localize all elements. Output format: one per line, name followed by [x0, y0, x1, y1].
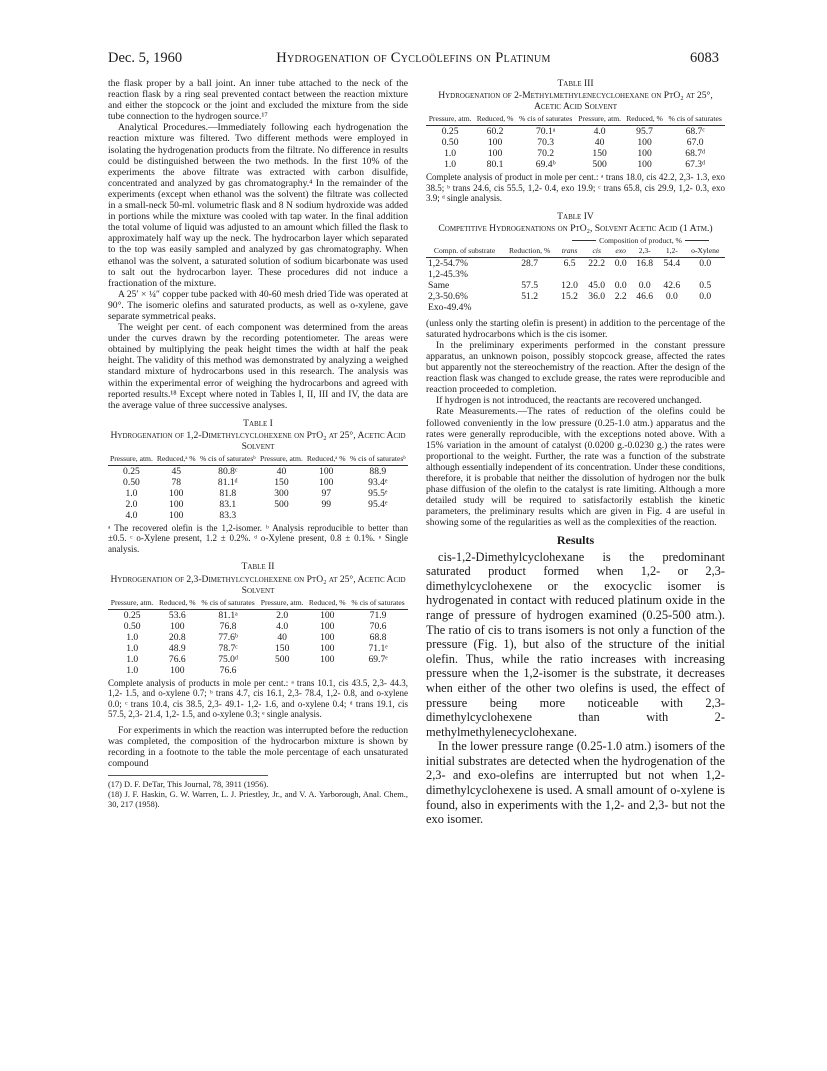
table-cell: 69.7ᵉ: [368, 653, 388, 665]
table-cell: 0.0: [665, 290, 678, 302]
table-cell: 150: [274, 642, 290, 654]
table-cell: 100: [169, 498, 184, 510]
table-cell: 0.25: [123, 465, 140, 477]
table-cell: 76.6: [219, 664, 237, 676]
table-4-body: [426, 257, 725, 313]
table-cell: 0.0: [699, 290, 712, 302]
table-cell: 100: [637, 137, 652, 149]
table-header-cell: 2,3-: [631, 247, 658, 258]
table-4: [426, 237, 725, 313]
table-cell: 1,2-45.3%: [428, 268, 468, 280]
results-heading: Results: [556, 533, 595, 548]
table-cell: 2.0: [276, 609, 289, 621]
table-cell: 28.7: [521, 257, 539, 269]
table-cell: 76.8: [219, 620, 237, 632]
table-1: [108, 455, 408, 521]
table-header-cell: Pressure, atm.: [426, 115, 474, 126]
table-cell: [631, 302, 658, 313]
table-cell: 40: [276, 465, 287, 477]
table-row: [108, 609, 408, 621]
table-1-caption: Table I: [243, 417, 273, 429]
table-cell: 95.7: [636, 126, 653, 138]
table-3-footnotes: Complete analysis of product in mole per cent.: ᵃ trans 18.0, cis 42.2, 2,3- 1.3, exo 38.5; ᵇ trans 24.6, cis 55.5, 1,2- 0.4, exo 19.9; ᶜ trans 65.8, cis 29.9, 1,2- 0.3, exo 3.9; ᵈ single analysis.: [426, 172, 725, 204]
table-cell: 150: [592, 148, 607, 160]
table-cell: [610, 302, 631, 313]
table-cell: 81.8: [219, 487, 237, 499]
table-row: [108, 488, 408, 499]
table-cell: 100: [169, 509, 184, 521]
reference-18: (18) J. F. Haskin, G. W. Warren, L. J. Priestley, Jr., and V. A. Yarborough, Anal. Chem., 30, 217 (1958).: [108, 789, 408, 809]
table-cell: 100: [170, 664, 185, 676]
running-header: [108, 50, 719, 70]
table-3-caption: Table III: [557, 78, 594, 89]
table-cell: 100: [320, 631, 335, 643]
table-4-caption: Table IV: [557, 210, 594, 222]
table-header-cell: Pressure, atm.: [258, 455, 305, 466]
table-row: [426, 269, 725, 280]
table-cell: 88.9: [369, 465, 387, 477]
table-cell: [258, 510, 305, 521]
table-cell: 40: [277, 631, 287, 643]
table-header-cell: exo: [610, 247, 631, 258]
table-header-cell: % cis of saturates: [348, 599, 408, 610]
table-3: [426, 115, 725, 170]
table-row: [108, 643, 408, 654]
table-cell: 4.0: [276, 620, 289, 632]
table-cell: 78: [171, 476, 182, 488]
table-cell: [583, 302, 610, 313]
table-cell: [258, 665, 306, 676]
table-header-cell: Pressure, atm.: [108, 599, 156, 610]
table-cell: 100: [320, 609, 335, 621]
paragraph: For experiments in which the reaction was interrupted before the reduction was completed, the composition of the hydrocarbon mixture is shown by recording in a footnote to the table the mole percentage of each unsaturated compound: [108, 724, 408, 769]
table-cell: 53.6: [168, 609, 186, 621]
table-2-footnotes: Complete analysis of products in mole per cent.: ᵃ trans 10.1, cis 43.5, 2,3- 44.3, 1,2- 1.5, and o-xylene 0.7; ᵇ trans 4.7, cis 16.1, 2,3- 78.4, 1,2- 0.8, and o-xylene 0.0; ᶜ trans 10.4, cis 38.5, 2,3- 49.1- 1,2- 1.6, and o-xylene 0.4; ᵈ trans 19.1, cis 57.5, 2,3- 21.4, 1,2- 1.5, and o-xylene 0.3; ᵉ single analysis.: [108, 677, 408, 719]
table-cell: 42.6: [663, 279, 681, 291]
table-1-footnotes: ᵃ The recovered olefin is the 1,2-isomer. ᵇ Analysis reproducible to better than ±0.5. ᶜ o-Xylene present, 1.2 ± 0.2%. ᵈ o-Xylene present, 0.8 ± 0.1%. ᵉ Single analysis.: [108, 522, 408, 554]
table-cell: 100: [320, 653, 335, 665]
table-row: [426, 257, 725, 269]
table-cell: 69.4ᵇ: [535, 159, 556, 171]
table-cell: [556, 269, 583, 280]
table-cell: [583, 269, 610, 280]
table-cell: 1.0: [125, 487, 138, 499]
table-header-cell: cis: [583, 247, 610, 258]
table-cell: 100: [637, 148, 652, 160]
table-cell: 99: [321, 498, 332, 510]
paragraph: The weight per cent. of each component was determined from the areas under the curves drawn by the recording potentiometer. The areas were obtained by multiplying the peak height times the width at half the peak height. The validity of this method was demonstrated by analyzing a weighed standard mixture of hydrocarbons used in this research. The analysis was within the experimental error of weighing the hydrocarbons and agreed with reported results.¹⁸ Except where noted in Tables I, II, III and IV, the data are the average value of three successive analyses.: [108, 322, 408, 411]
table-cell: 1.0: [444, 159, 457, 171]
table-cell: 300: [274, 487, 289, 499]
table-cell: 46.6: [636, 290, 654, 302]
table-3-body: [426, 126, 725, 171]
table-cell: 95.5ᵉ: [368, 487, 388, 499]
table-cell: [503, 269, 556, 280]
table-row: [108, 632, 408, 643]
table-cell: [631, 269, 658, 280]
table-cell: [610, 269, 631, 280]
table-header-cell: % cis of saturatesᵇ: [198, 455, 258, 466]
paragraph: If hydrogen is not introduced, the reactants are recovered unchanged.: [436, 395, 702, 407]
table-cell: 1.0: [126, 653, 139, 665]
table-cell: 75.0ᵈ: [218, 653, 238, 665]
table-cell: 0.0: [699, 257, 712, 269]
table-header-cell: o-Xylene: [685, 247, 725, 258]
table-cell: 70.6: [369, 620, 387, 632]
table-cell: 0.50: [123, 620, 141, 632]
table-cell: 45.0: [588, 279, 606, 291]
table-row: [108, 477, 408, 488]
table-cell: 83.1: [219, 498, 237, 510]
table-cell: [348, 665, 408, 676]
table-cell: 57.5: [521, 279, 539, 291]
table-header-cell: Pressure, atm.: [258, 599, 306, 610]
table-cell: 1.0: [126, 631, 139, 643]
table-header-cell: Reduction, %: [503, 247, 556, 258]
table-header-cell: % cis of saturatesᵇ: [348, 455, 408, 466]
table-cell: [306, 665, 348, 676]
table-cell: 67.3ᵈ: [685, 159, 706, 171]
paragraph: A 25′ × ¼″ copper tube packed with 40-60 mesh dried Tide was operated at 90°. The isomeric olefins and saturated products, as well as o-xylene, gave separate symmetrical peaks.: [108, 288, 408, 322]
table-cell: 100: [487, 148, 503, 160]
table-4-group-header: Composition of product, %: [556, 237, 725, 247]
header-page-number: 6083: [690, 50, 719, 66]
results-text: [426, 550, 725, 827]
table-cell: 20.8: [168, 631, 186, 643]
table-cell: 1.0: [126, 642, 139, 654]
table-cell: 15.2: [561, 290, 578, 302]
table-cell: 93.4ᵉ: [368, 476, 388, 488]
table-cell: 1,2-54.7%: [428, 257, 468, 269]
table-row: [108, 621, 408, 632]
table-cell: 16.8: [636, 257, 654, 269]
paragraph-analytical-procedures: Analytical Procedures.—Immediately following each hydrogenation the reaction mixture was filtered. Two different methods were employed in isolating the hydrogenation products from the filtrate. No difference in results could be distinguished between the two methods. In the first 10% of the experiments the above filtrate was extracted with carbon disulfide, concentrated and analyzed by gas chromatography.⁴ In the remainder of the experiments (except when ethanol was the solvent) the filtrate was collected in a small-neck 50-ml. volumetric flask and 8 N sodium hydroxide was added in portions while the mixture was cooled with tap water. In the final addition the total volume of liquid was adjusted to an amount which filled the flask to approximately half way up the neck. The hydrocarbon layer which separated to the top was easily sampled and analyzed by gas chromatography. When ethanol was the solvent, a saturated solution of sodium bicarbonate was used to salt out the hydrocarbon layer. These procedures did not induce a fractionation of the mixture.: [108, 122, 408, 289]
table-cell: 80.1: [486, 159, 504, 171]
table-cell: 0.0: [614, 257, 627, 269]
table-cell: 54.4: [663, 257, 681, 269]
paragraph: the flask proper by a ball joint. An inner tube attached to the neck of the reaction flask by a ring seal prevented contact between the reaction mixture and either the stopcock or the joint and excluded the mixture from the side tube connection to the hydrogen source.¹⁷: [108, 78, 408, 123]
table-cell: 81.1ᵃ: [218, 609, 238, 621]
table-cell: 71.9: [369, 609, 387, 621]
table-cell: 150: [274, 476, 289, 488]
table-cell: 95.4ᵉ: [368, 498, 388, 510]
table-cell: 0.0: [638, 279, 651, 291]
table-cell: 67.0: [686, 137, 704, 149]
table-3-title: Hydrogenation of 2-Methylmethylenecyclohexane on PtO₂ at 25°, Acetic Acid Solvent: [438, 90, 713, 113]
table-header-cell: Reduced, %: [624, 115, 666, 126]
table-cell: [348, 510, 408, 521]
table-header-cell: Pressure, atm.: [575, 115, 623, 126]
footnote-references: [108, 775, 408, 810]
table-header-cell: trans: [556, 247, 583, 258]
table-cell: 0.50: [123, 476, 140, 488]
table-header-cell: Reduced, %: [156, 599, 198, 610]
table-header-cell: Pressure, atm.: [108, 455, 155, 466]
table-cell: 12.0: [561, 279, 578, 291]
table-row: [108, 510, 408, 521]
reference-17: (17) D. F. DeTar, This Journal, 78, 3911 (1956).: [108, 779, 269, 789]
table-cell: 500: [274, 498, 289, 510]
table-cell: 22.2: [588, 257, 606, 269]
table-cell: 70.3: [537, 137, 555, 149]
header-title: Hydrogenation of Cycloölefins on Platinum: [276, 50, 551, 66]
table-2-title: Hydrogenation of 2,3-Dimethylcyclohexene on PtO₂ at 25°, Acetic Acid Solvent: [110, 573, 406, 596]
table-row: [108, 465, 408, 477]
table-cell: [685, 302, 725, 313]
table-cell: 48.9: [168, 642, 186, 654]
table-cell: 45: [171, 465, 182, 477]
table-cell: Exo-49.4%: [428, 301, 472, 313]
right-column: [426, 78, 725, 827]
table-1-body: [108, 465, 408, 521]
table-cell: 500: [274, 653, 290, 665]
table-cell: 0.50: [441, 137, 459, 149]
table-cell: 2.0: [125, 498, 138, 510]
table-cell: 2,3-50.6%: [428, 290, 468, 302]
table-cell: 100: [319, 465, 334, 477]
table-cell: [503, 302, 556, 313]
table-row: [426, 137, 725, 148]
table-cell: 4.0: [593, 126, 606, 138]
paragraph: In the preliminary experiments performed in the constant pressure apparatus, an unknown poison, possibly stopcock grease, affected the rates but apparently not the stereochemistry of the reaction. After the design of the reaction flask was changed to exclude grease, the rates were reproducible and reaction proceeded to completion.: [426, 339, 725, 396]
table-cell: 4.0: [125, 509, 138, 521]
table-cell: 81.1ᵈ: [217, 476, 238, 488]
table-header-cell: Compn. of substrate: [426, 247, 503, 258]
paragraph: (unless only the starting olefin is present) in addition to the percentage of the saturated hydrocarbons which is the cis isomer.: [426, 317, 725, 340]
table-cell: 100: [637, 159, 652, 171]
table-row: [108, 654, 408, 665]
table-cell: 2.2: [614, 290, 627, 302]
table-header-cell: Reduced,ᵃ %: [155, 455, 198, 466]
table-cell: 40: [594, 137, 605, 149]
paragraph-rate-measurements: Rate Measurements.—The rates of reduction of the olefins could be followed conveniently in the low pressure (0.25-1.0 atm.) apparatus and the rates were generally reproducible, with the exceptions noted above. With a 15% variation in the amount of catalyst (0.0200 g.-0.0230 g.) the rates were proportional to the weight. Further, the rate was a function of the substrate although essentially independent of its concentration. Under these conditions, therefore, it is probable that neither the dissolution of hydrogen nor the bulk phase diffusion of the olefin to the catalyst is rate limiting. Although a more detailed study will be required to satisfactorily establish the kinetic parameters, the preliminary results which are given in Fig. 4 are useful in showing some of the regularities as well as the complexities of the reaction.: [426, 406, 725, 529]
table-cell: 70.2: [537, 148, 555, 160]
table-header-cell: % cis of saturates: [665, 115, 725, 126]
paragraph: In the lower pressure range (0.25-1.0 atm.) isomers of the initial substrates are detected when the hydrogenation of the 2,3- and exo-olefins are interrupted but not when 1,2-dimethylcyclohexene is used. A small amount of o-xylene is found, also in experiments with the 1,2- and 2,3- but not the exo isomer.: [426, 739, 725, 827]
table-cell: 6.5: [563, 257, 576, 269]
table-cell: 100: [320, 620, 335, 632]
table-1-title: Hydrogenation of 1,2-Dimethylcyclohexene on PtO₂ at 25°, Acetic Acid Solvent: [110, 429, 406, 452]
table-cell: 68.7ᶜ: [685, 126, 705, 138]
table-cell: 78.7ᶜ: [218, 642, 238, 654]
table-header-cell: 1,2-: [658, 247, 685, 258]
table-2-caption: Table II: [241, 561, 275, 573]
table-cell: [685, 269, 725, 280]
table-cell: 51.2: [521, 290, 539, 302]
table-2-body: [108, 609, 408, 676]
table-row: [426, 291, 725, 302]
table-cell: 500: [592, 159, 607, 171]
table-cell: 60.2: [486, 126, 504, 138]
table-cell: 77.6ᵇ: [218, 631, 238, 643]
table-cell: 76.6: [168, 653, 186, 665]
table-cell: 1.0: [126, 664, 139, 676]
table-cell: 68.8: [369, 631, 387, 643]
table-cell: 83.3: [219, 509, 237, 521]
table-row: [108, 499, 408, 510]
table-cell: 36.0: [588, 290, 606, 302]
left-column: [108, 78, 408, 810]
table-header-cell: Reduced, %: [306, 599, 348, 610]
table-row: [426, 280, 725, 291]
table-header-cell: Reduced, %: [474, 115, 516, 126]
table-cell: [658, 302, 685, 313]
table-2: [108, 599, 408, 676]
table-cell: 97: [321, 487, 332, 499]
table-cell: 100: [319, 476, 334, 488]
table-row: [426, 159, 725, 170]
table-cell: [305, 510, 348, 521]
table-4-title: Competitive Hydrogenations on PtO₂, Solvent Acetic Acid (1 Atm.): [438, 222, 713, 234]
table-cell: 80.8ᶜ: [218, 465, 238, 477]
table-cell: 0.25: [123, 609, 141, 621]
table-row: [426, 126, 725, 138]
table-header-cell: Reduced,ᵃ %: [305, 455, 348, 466]
paragraph: cis-1,2-Dimethylcyclohexane is the predominant saturated product formed when 1,2- or 2,3-dimethylcyclohexene or the exocyclic isomer is hydrogenated in contact with reduced platinum oxide in the range of pressure of hydrogen examined (0.25-500 atm.). The ratio of cis to trans isomers is not only a function of the pressure (Fig. 1), but also of the structure of the initial olefin. Thus, while the ratio increases with increasing pressure when the 1,2-isomer is the substrate, it decreases when either of the other two olefins is used, the effect of pressure being more noticeable with 2,3-dimethylcyclohexene than with 2-methylmethylenecyclohexane.: [426, 549, 725, 739]
table-cell: 0.25: [441, 126, 459, 138]
table-row: [108, 665, 408, 676]
table-row: [426, 148, 725, 159]
table-cell: 0.5: [699, 279, 712, 291]
table-cell: [658, 269, 685, 280]
header-date: Dec. 5, 1960: [108, 50, 183, 66]
table-header-cell: % cis of saturates: [198, 599, 258, 610]
table-cell: 1.0: [444, 148, 457, 160]
table-cell: [556, 302, 583, 313]
table-cell: Same: [428, 279, 450, 291]
table-cell: 100: [170, 620, 185, 632]
table-cell: 70.1ᵃ: [535, 126, 556, 138]
table-cell: 68.7ᵈ: [685, 148, 706, 160]
table-row: [426, 302, 725, 313]
table-cell: 0.0: [614, 279, 627, 291]
table-cell: 71.1ᵉ: [368, 642, 388, 654]
table-cell: 100: [169, 487, 184, 499]
table-cell: 100: [487, 137, 503, 149]
table-cell: 100: [320, 642, 335, 654]
table-header-cell: % cis of saturates: [516, 115, 576, 126]
